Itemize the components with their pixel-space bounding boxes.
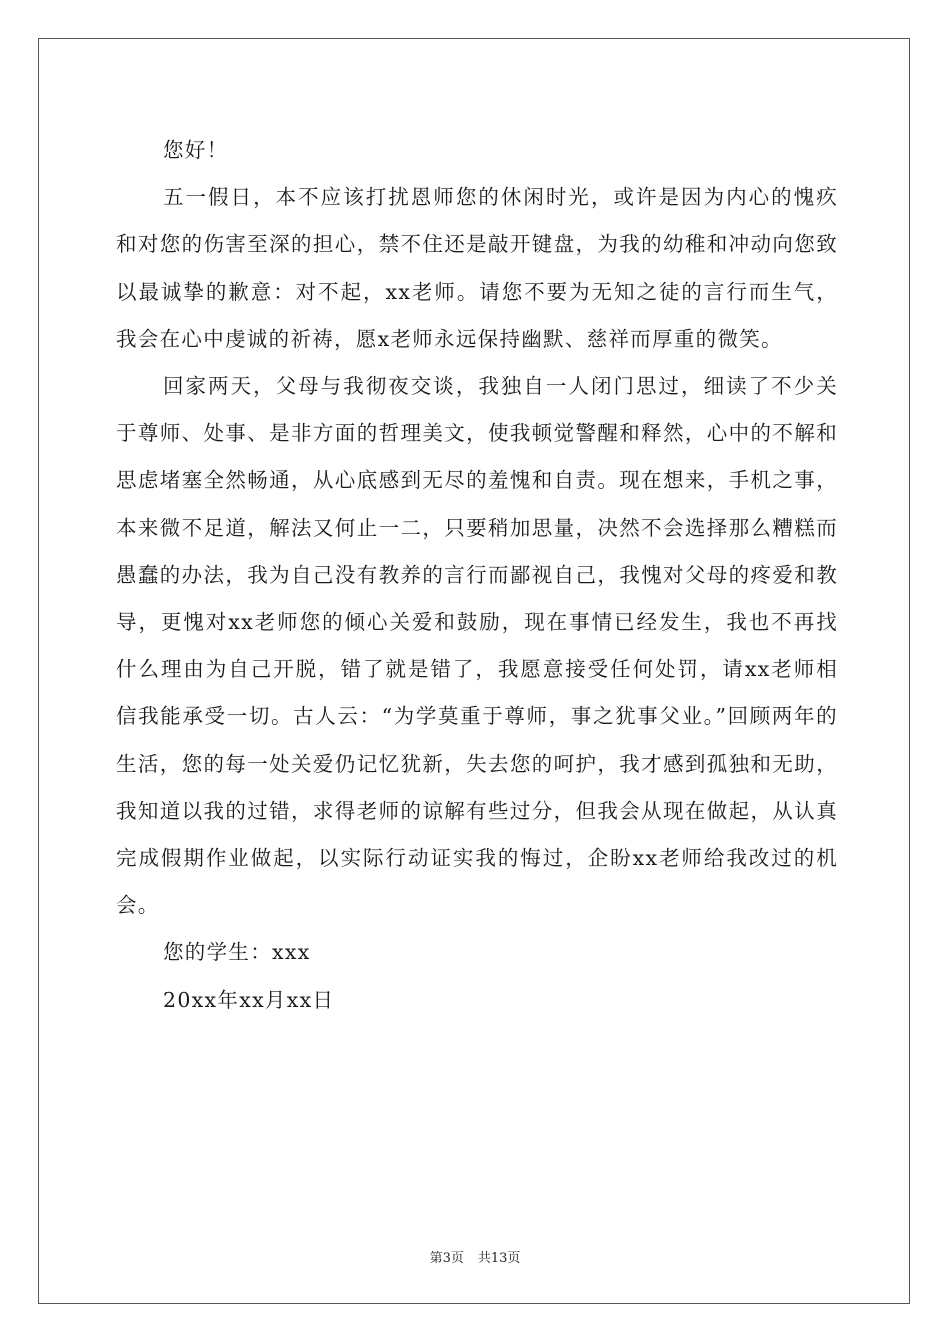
letter-body (116, 127, 838, 1024)
date: 20xx年xx月xx日 (163, 987, 335, 1012)
page-total: 共13页 (477, 1251, 521, 1266)
paragraph-reflection: 回家两天，父母与我彻夜交谈，我独自一人闭门思过，细读了不少关于尊师、处事、是非方面的哲理美文，使我顿觉警醒和释然，心中的不解和思虑堵塞全然畅通，从心底感到无尽的羞愧和自责。现在想来，手机之事，本来微不足道，解法又何止一二，只要稍加思量，决然不会选择那么糟糕而愚蠢的办法，我为自己没有教养的言行而鄙视自己，我愧对父母的疼爱和教导，更愧对xx老师您的倾心关爱和鼓励，现在事情已经发生，我也不再找什么理由为自己开脱，错了就是错了，我愿意接受任何处罚，请xx老师相信我能承受一切。古人云：“为学莫重于尊师，事之犹事父业。”回顾两年的生活，您的每一处关爱仍记忆犹新，失去您的呵护，我才感到孤独和无助，我知道以我的过错，求得老师的谅解有些过分，但我会从现在做起，从认真完成假期作业做起，以实际行动证实我的悔过，企盼xx老师给我改过的机会。 (116, 374, 838, 918)
page-footer (0, 1247, 950, 1266)
signature: 您的学生：xxx (163, 940, 311, 965)
greeting: 您好！ (163, 138, 229, 162)
page-number: 第3页 (429, 1251, 464, 1266)
paragraph-apology: 五一假日，本不应该打扰恩师您的休闲时光，或许是因为内心的愧疚和对您的伤害至深的担心，禁不住还是敲开键盘，为我的幼稚和冲动向您致以最诚挚的歉意：对不起，xx老师。请您不要为无知之徒的言行而生气，我会在心中虔诚的祈祷，愿x老师永远保持幽默、慈祥而厚重的微笑。 (116, 185, 838, 351)
